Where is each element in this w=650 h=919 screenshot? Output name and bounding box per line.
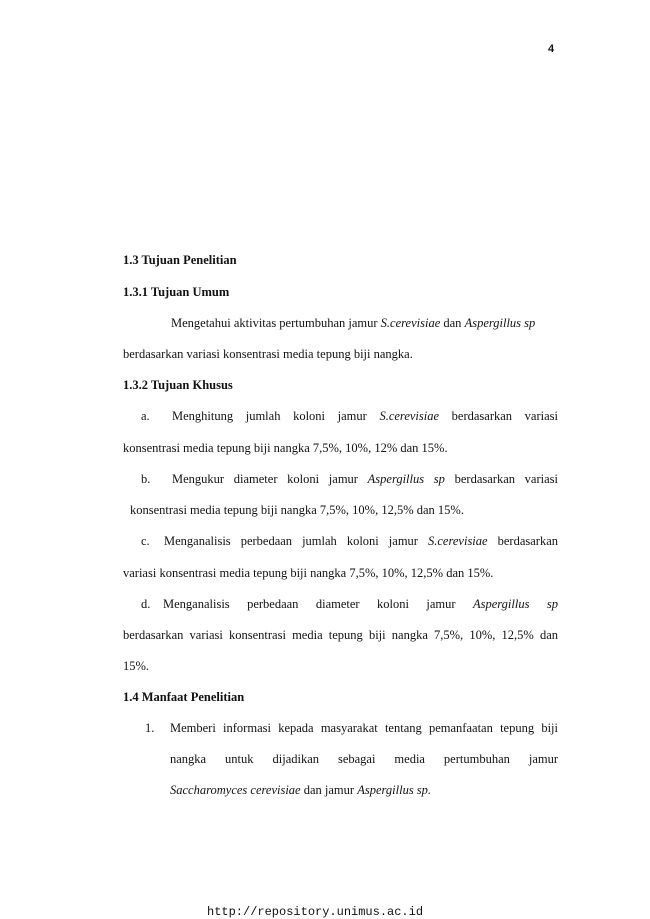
section-heading-1-3-2: 1.3.2 Tujuan Khusus bbox=[123, 378, 233, 392]
species-name: Aspergillus sp bbox=[472, 597, 558, 611]
umum-text: dan bbox=[440, 316, 465, 330]
section-heading-1-3-1: 1.3.1 Tujuan Umum bbox=[123, 285, 230, 299]
list-marker-1: 1. bbox=[145, 721, 155, 735]
species-name: Aspergillus sp. bbox=[357, 783, 432, 797]
species-name: Saccharomyces cerevisiae bbox=[170, 783, 301, 797]
section-heading-1-3: 1.3 Tujuan Penelitian bbox=[123, 253, 237, 267]
species-name: Aspergillus sp bbox=[367, 472, 445, 486]
list-marker-d: d. bbox=[141, 597, 151, 611]
khusus-text: berdasarkan variasi bbox=[444, 472, 558, 486]
khusus-c-line-2: variasi konsentrasi media tepung biji nangka 7,5%, 10%, 12,5% dan 15%. bbox=[123, 566, 494, 580]
khusus-text: berdasarkan bbox=[487, 534, 558, 548]
section-heading-1-4: 1.4 Manfaat Penelitian bbox=[123, 690, 245, 704]
manfaat-line-2: nangka untuk dijadikan sebagai media pertumbuhan jamur bbox=[170, 752, 558, 766]
species-name: S.cerevisiae bbox=[428, 534, 488, 548]
khusus-text: Menganalisis perbedaan jumlah koloni jamur bbox=[164, 534, 428, 548]
khusus-text: Menganalisis perbedaan diameter koloni jamur bbox=[163, 597, 473, 611]
umum-line-1 bbox=[171, 316, 535, 331]
species-name: S.cerevisiae bbox=[379, 409, 440, 423]
species-name: Aspergillus sp bbox=[464, 316, 536, 330]
khusus-c-line-1 bbox=[164, 534, 558, 549]
khusus-text: berdasarkan variasi bbox=[439, 409, 558, 423]
list-marker-b: b. bbox=[141, 472, 151, 486]
list-marker-c: c. bbox=[141, 534, 150, 548]
khusus-text: Mengukur diameter koloni jamur bbox=[172, 472, 368, 486]
khusus-d-line-1 bbox=[163, 597, 558, 612]
umum-line-2: berdasarkan variasi konsentrasi media tepung biji nangka. bbox=[123, 347, 413, 361]
manfaat-line-3 bbox=[170, 783, 431, 798]
khusus-b-line-1 bbox=[172, 472, 558, 487]
footer-url: http://repository.unimus.ac.id bbox=[207, 905, 424, 919]
species-name: S.cerevisiae bbox=[380, 316, 441, 330]
manfaat-line-1: Memberi informasi kepada masyarakat tentang pemanfaatan tepung biji bbox=[170, 721, 558, 735]
khusus-b-line-2: konsentrasi media tepung biji nangka 7,5%, 10%, 12,5% dan 15%. bbox=[130, 503, 464, 517]
umum-text: Mengetahui aktivitas pertumbuhan jamur bbox=[171, 316, 381, 330]
khusus-a-line-2: konsentrasi media tepung biji nangka 7,5%, 10%, 12% dan 15%. bbox=[123, 441, 448, 455]
khusus-d-line-2: berdasarkan variasi konsentrasi media tepung biji nangka 7,5%, 10%, 12,5% dan bbox=[123, 628, 558, 642]
khusus-text: Menghitung jumlah koloni jamur bbox=[172, 409, 380, 423]
page-number: 4 bbox=[548, 43, 555, 55]
manfaat-text: dan jamur bbox=[300, 783, 358, 797]
list-marker-a: a. bbox=[141, 409, 150, 423]
khusus-a-line-1 bbox=[172, 409, 558, 424]
khusus-d-line-3: 15%. bbox=[123, 659, 150, 673]
